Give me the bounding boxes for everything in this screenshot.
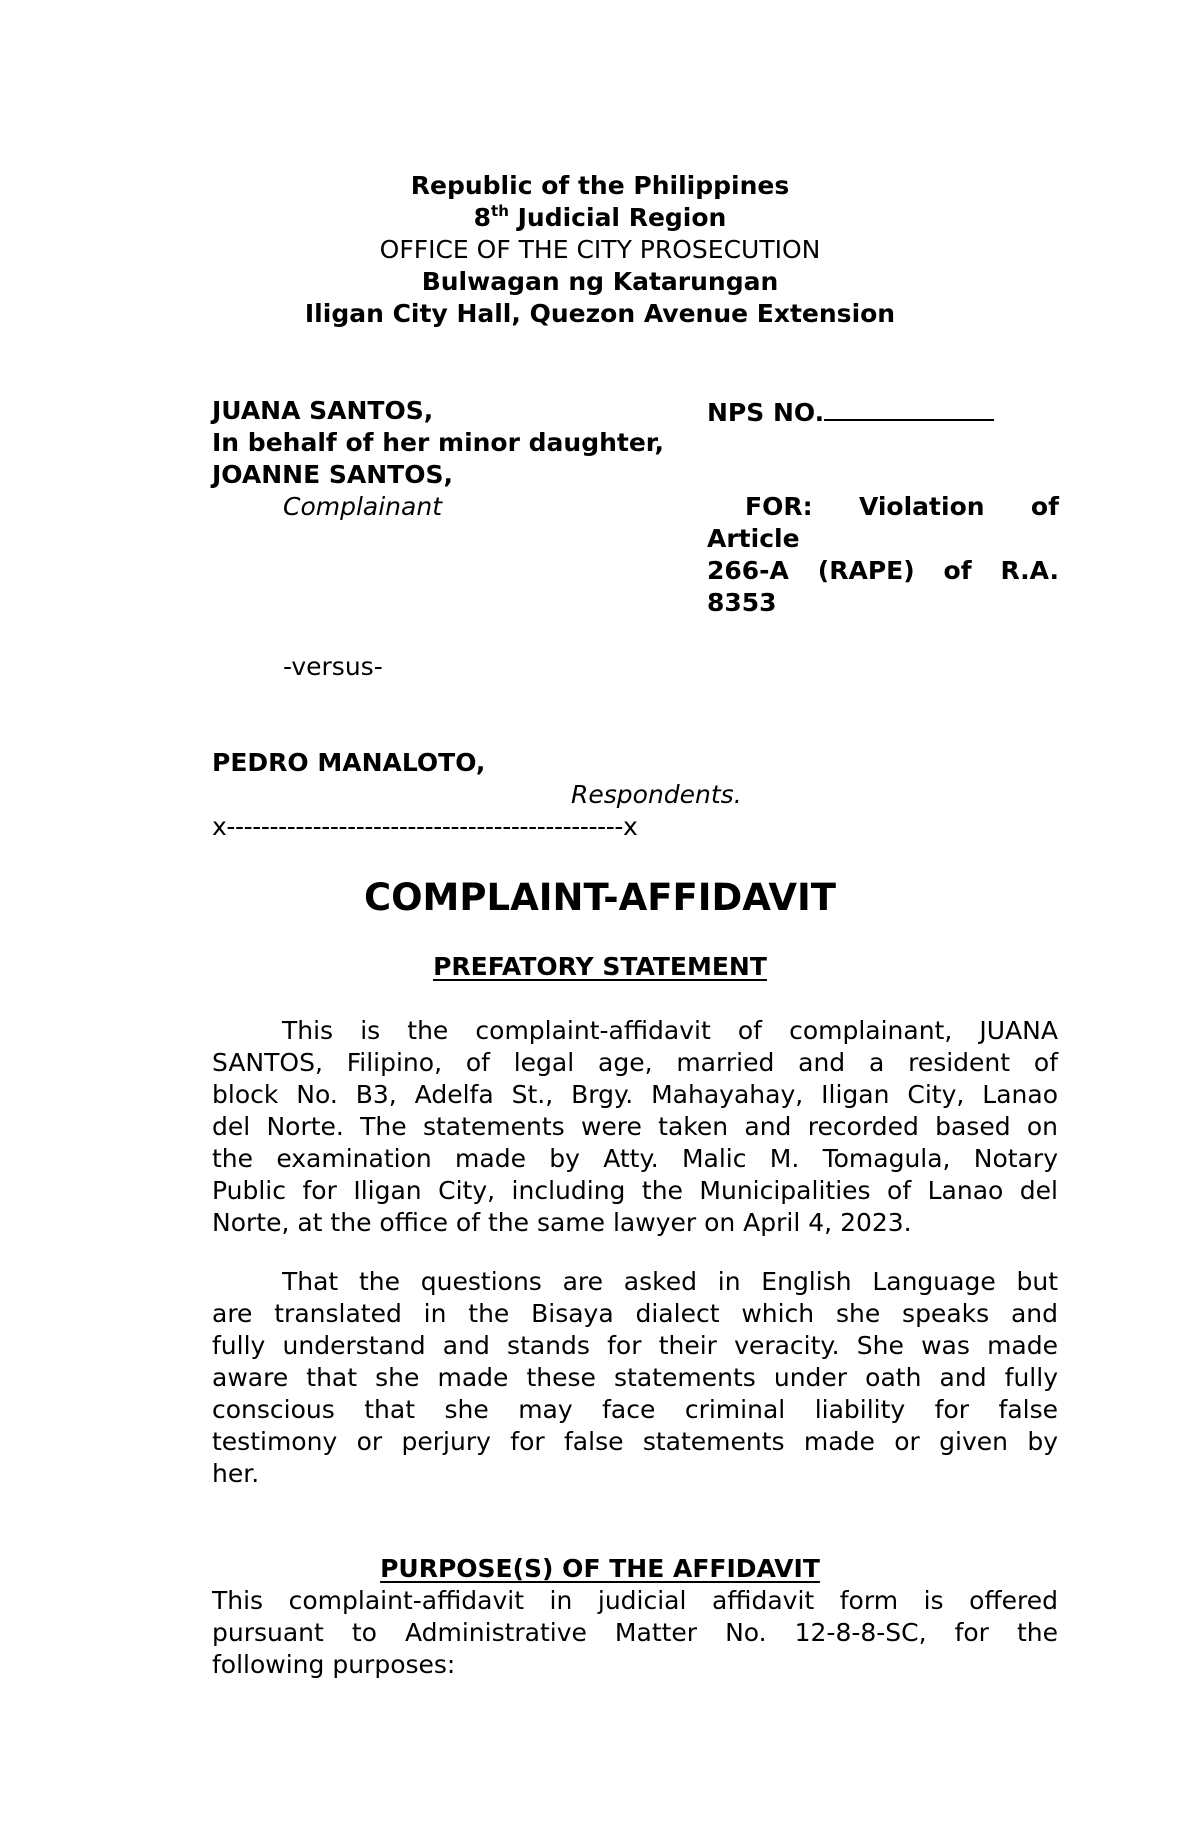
header-hall: Bulwagan ng Katarungan bbox=[421, 267, 779, 296]
paragraph-line: fully understand and stands for their veracity. She was made bbox=[212, 1331, 1058, 1360]
prefatory-paragraph-1 bbox=[212, 1015, 1058, 1239]
charge-word: (RAPE) bbox=[817, 556, 915, 585]
paragraph-line: pursuant to Administrative Matter No. 12-8-8-SC, for the bbox=[212, 1618, 1058, 1647]
versus-label: -versus- bbox=[283, 652, 383, 681]
charge-line-3 bbox=[707, 555, 1059, 587]
prefatory-heading-text: PREFATORY STATEMENT bbox=[433, 952, 767, 981]
line-text: That the questions are asked in English Language but bbox=[282, 1267, 1058, 1296]
paragraph-line bbox=[212, 1015, 1058, 1047]
nps-number bbox=[707, 395, 994, 429]
paragraph-line: testimony or perjury for false statements made or given by bbox=[212, 1427, 1058, 1456]
prefatory-paragraph-2 bbox=[212, 1266, 1058, 1490]
minor-name: JOANNE SANTOS, bbox=[212, 460, 453, 489]
header-republic: Republic of the Philippines bbox=[410, 171, 790, 200]
paragraph-line: Norte, at the office of the same lawyer on April 4, 2023. bbox=[212, 1208, 912, 1237]
charge-word: of bbox=[943, 556, 972, 585]
header-address: Iligan City Hall, Quezon Avenue Extension bbox=[304, 299, 896, 328]
nps-blank bbox=[824, 395, 994, 421]
paragraph-line: Public for Iligan City, including the Municipalities of Lanao del bbox=[212, 1176, 1058, 1205]
header-office: OFFICE OF THE CITY PROSECUTION bbox=[379, 235, 821, 264]
charge-line-1 bbox=[707, 491, 1059, 523]
complainant-role: Complainant bbox=[283, 492, 442, 521]
charge-word: Violation bbox=[858, 492, 985, 521]
respondent-name: PEDRO MANALOTO, bbox=[212, 748, 486, 777]
paragraph-line: following purposes: bbox=[212, 1650, 456, 1679]
respondent-role: Respondents. bbox=[571, 780, 742, 809]
charge-word: 266-A bbox=[707, 556, 789, 585]
paragraph-line: conscious that she may face criminal liability for false bbox=[212, 1395, 1058, 1424]
region-ordinal: th bbox=[491, 202, 509, 220]
charge-line-2: Article bbox=[707, 524, 800, 553]
purposes-heading bbox=[0, 1553, 1200, 1585]
prefatory-heading bbox=[0, 951, 1200, 983]
purposes-paragraph-1 bbox=[212, 1585, 1058, 1681]
paragraph-line: the examination made by Atty. Malic M. Tomagula, Notary bbox=[212, 1144, 1058, 1173]
charge-word: R.A. bbox=[1000, 556, 1059, 585]
complainant-name: JUANA SANTOS, bbox=[212, 396, 434, 425]
region-label: Judicial Region bbox=[508, 203, 727, 232]
for-label: FOR: bbox=[745, 492, 813, 521]
paragraph-line: del Norte. The statements were taken and recorded based on bbox=[212, 1112, 1058, 1141]
paragraph-line bbox=[212, 1266, 1058, 1298]
charge-word: of bbox=[1030, 492, 1059, 521]
paragraph-line: block No. B3, Adelfa St., Brgy. Mahayahay, Iligan City, Lanao bbox=[212, 1080, 1058, 1109]
line-text: This is the complaint-affidavit of complainant, JUANA bbox=[282, 1016, 1058, 1045]
behalf-line: In behalf of her minor daughter, bbox=[212, 428, 664, 457]
charge-line-4: 8353 bbox=[707, 588, 777, 617]
region-number: 8 bbox=[473, 203, 492, 232]
caption-separator: x----------------------------------------------x bbox=[212, 812, 638, 841]
paragraph-line: her. bbox=[212, 1459, 260, 1488]
document-title: COMPLAINT-AFFIDAVIT bbox=[363, 876, 837, 919]
paragraph-line: SANTOS, Filipino, of legal age, married and a resident of bbox=[212, 1048, 1058, 1077]
paragraph-line: This complaint-affidavit in judicial affidavit form is offered bbox=[212, 1586, 1058, 1615]
header-judicial-region bbox=[0, 202, 1200, 234]
paragraph-line: are translated in the Bisaya dialect which she speaks and bbox=[212, 1299, 1058, 1328]
purposes-heading-text: PURPOSE(S) OF THE AFFIDAVIT bbox=[380, 1554, 820, 1583]
paragraph-line: aware that she made these statements under oath and fully bbox=[212, 1363, 1058, 1392]
nps-label: NPS NO. bbox=[707, 398, 825, 427]
